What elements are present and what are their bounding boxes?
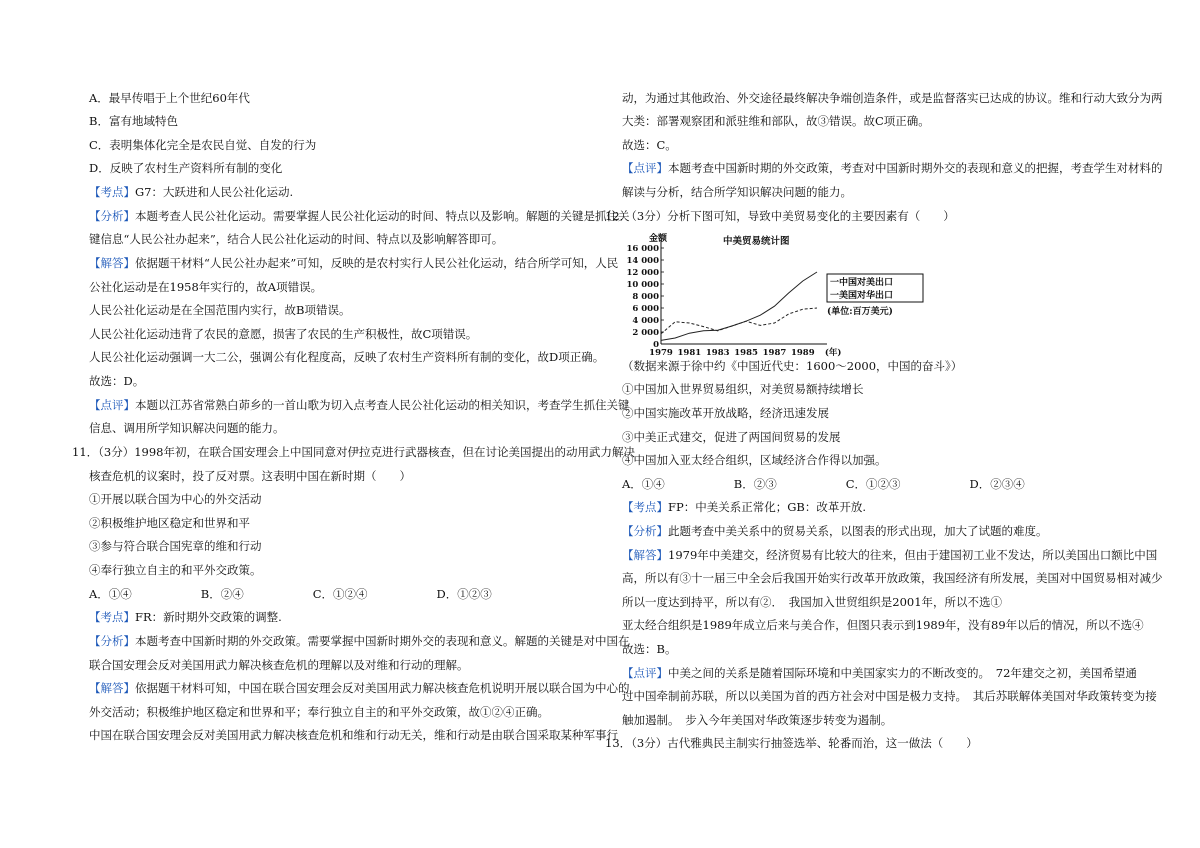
text-line: [89, 397, 630, 413]
text-line: [89, 208, 630, 224]
text-line: [622, 665, 1137, 681]
text-line: [89, 90, 250, 106]
section-tag: 【点评】: [622, 666, 668, 680]
line-text: A．①④ B．②④ C．①②④ D．①②③: [89, 587, 492, 601]
legend-item: 一中国对美出口: [830, 278, 894, 288]
line-text: 键信息“人民公社办起来”，结合人民公社化运动的时间、特点以及影响解答即可。: [89, 232, 504, 246]
line-text: 人民公社化运动强调一大二公，强调公有化程度高，反映了农村生产资料所有制的变化，故D项正确。: [89, 350, 605, 364]
line-text: ③中美正式建交，促进了两国间贸易的发展: [622, 430, 841, 444]
section-tag: 【分析】: [89, 634, 135, 648]
text-line: [622, 358, 962, 374]
section-tag: 【点评】: [89, 398, 135, 412]
line-text: ②中国实施改革开放战略，经济迅速发展: [622, 406, 829, 420]
line-text: 公社化运动是在1958年实行的，故A项错误。: [89, 280, 323, 294]
line-text: FP：中美关系正常化；GB：改革开放.: [668, 500, 867, 514]
line-text: 此题考查中美关系中的贸易关系，以图表的形式出现，加大了试题的难度。: [668, 524, 1048, 538]
line-text: 人民公社化运动是在全国范围内实行，故B项错误。: [89, 303, 351, 317]
line-text: 本题考查中国新时期的外交政策，考查对中国新时期外交的表现和意义的把握，考查学生对材料的: [668, 161, 1163, 175]
text-line: [89, 160, 282, 176]
text-line: [89, 279, 322, 295]
line-text: 动，为通过其他政治、外交途径最终解决争端创造条件，或是监督落实已达成的协议。维和行动大致分为两: [622, 91, 1163, 105]
text-line: [622, 594, 1002, 610]
x-tick-label: 1989: [790, 348, 815, 358]
line-text: ②积极维护地区稳定和世界和平: [89, 516, 250, 530]
line-text: 依据题干材料可知，中国在联合国安理会反对美国用武力解决核查危机说明开展以联合国为中心的: [135, 681, 630, 695]
line-text: ①开展以联合国为中心的外交活动: [89, 492, 262, 506]
unit-note: (单位:百万美元): [827, 307, 893, 317]
line-text: 故选：C。: [622, 138, 677, 152]
text-line: [89, 184, 293, 200]
x-tick-label: 1981: [677, 348, 702, 358]
series-line-1: [661, 308, 817, 334]
line-text: ④中国加入亚太经合组织，区域经济合作得以加强。: [622, 453, 887, 467]
trade-chart: [626, 232, 929, 360]
text-line: [622, 113, 930, 129]
y-tick-label: 14 000: [626, 256, 659, 266]
y-tick-label: 0: [653, 340, 659, 350]
x-tick-label: 1985: [734, 348, 758, 358]
line-text: 过中国牵制前苏联，所以以美国为首的西方社会对中国是极力支持。 其后苏联解体美国对华政策转变为接: [622, 689, 1157, 703]
x-tick-label: 1987: [762, 348, 787, 358]
line-text: 中美之间的关系是随着国际环境和中美国家实力的不断改变的。 72年建交之初，美国希望通: [668, 666, 1137, 680]
text-line: [72, 444, 635, 460]
line-text: 大类：部署观察团和派驻维和部队，故③错误。故C项正确。: [622, 114, 930, 128]
text-line: [89, 586, 492, 602]
text-line: [89, 137, 316, 153]
line-text: 故选：B。: [622, 642, 677, 656]
text-line: [622, 429, 841, 445]
section-tag: 【解答】: [622, 548, 668, 562]
text-line: [89, 680, 630, 696]
text-line: [89, 704, 549, 720]
text-line: [89, 633, 630, 649]
section-tag: 【考点】: [89, 185, 135, 199]
text-line: [622, 523, 1048, 539]
line-text: 高，所以有③十一届三中全会后我国开始实行改革开放政策，我国经济有所发展，美国对中国贸易相对减少: [622, 571, 1163, 585]
text-line: [622, 712, 892, 728]
y-tick-label: 10 000: [626, 280, 659, 290]
line-text: 外交活动；积极维护地区稳定和世界和平；奉行独立自主的和平外交政策，故①②④正确。: [89, 705, 549, 719]
y-tick-label: 2 000: [632, 328, 659, 338]
line-text: ①中国加入世界贸易组织，对美贸易额持续增长: [622, 382, 864, 396]
line-text: 亚太经合组织是1989年成立后来与美合作，但图只表示到1989年，没有89年以后的情况，所以不选④: [622, 618, 1144, 632]
text-line: [622, 184, 852, 200]
legend-item: 一美国对华出口: [830, 291, 894, 301]
line-text: 核查危机的议案时，投了反对票。这表明中国在新时期（ ）: [89, 469, 411, 483]
text-line: [89, 326, 477, 342]
text-line: [89, 468, 411, 484]
section-tag: 【解答】: [89, 256, 135, 270]
text-line: [89, 420, 285, 436]
line-text: 联合国安理会反对美国用武力解决核查危机的理解以及对维和行动的理解。: [89, 658, 469, 672]
x-tick-label: 1983: [705, 348, 730, 358]
section-tag: 【考点】: [89, 610, 135, 624]
line-text: B．富有地域特色: [89, 114, 178, 128]
text-line: [89, 349, 604, 365]
section-tag: 【考点】: [622, 500, 668, 514]
line-text: 依据题干材料“人民公社办起来”可知，反映的是农村实行人民公社化运动，结合所学可知，人民: [135, 256, 619, 270]
line-text: FR：新时期外交政策的调整.: [135, 610, 282, 624]
line-text: 中国在联合国安理会反对美国用武力解决核查危机和维和行动无关，维和行动是由联合国采取某种军事行: [89, 728, 618, 742]
series-line-0: [661, 272, 817, 340]
text-line: [89, 657, 469, 673]
text-line: [622, 570, 1163, 586]
line-text: ③参与符合联合国宪章的维和行动: [89, 539, 262, 553]
y-tick-label: 12 000: [626, 268, 659, 278]
line-text: 所以一度达到持平，所以有②． 我国加入世贸组织是2001年，所以不选①: [622, 595, 1003, 609]
text-line: [622, 452, 887, 468]
text-line: [89, 231, 503, 247]
line-text: D．反映了农村生产资料所有制的变化: [89, 161, 283, 175]
line-text: G7：大跃进和人民公社化运动.: [135, 185, 294, 199]
text-line: [622, 499, 866, 515]
x-tick-label: 1979: [649, 348, 673, 358]
text-line: [622, 641, 676, 657]
text-line: [622, 547, 1157, 563]
line-text: 11．（3分）1998年初，在联合国安理会上中国同意对伊拉克进行武器核查，但在讨论美国提出的动用武力解决: [72, 445, 635, 459]
line-text: 人民公社化运动违背了农民的意愿，损害了农民的生产积极性，故C项错误。: [89, 327, 478, 341]
y-tick-label: 6 000: [632, 304, 659, 314]
section-tag: 【分析】: [89, 209, 135, 223]
text-line: [605, 735, 978, 751]
line-text: 13．（3分）古代雅典民主制实行抽签选举、轮番而治，这一做法（ ）: [605, 736, 978, 750]
y-tick-label: 8 000: [632, 292, 659, 302]
line-text: 本题考查人民公社化运动。需要掌握人民公社化运动的时间、特点以及影响。解题的关键是抓住关: [135, 209, 630, 223]
text-line: [89, 515, 250, 531]
line-text: C．表明集体化完全是农民自觉、自发的行为: [89, 138, 317, 152]
line-text: 本题以江苏省常熟白茆乡的一首山歌为切入点考查人民公社化运动的相关知识，考查学生抓住关键: [135, 398, 630, 412]
text-line: [89, 302, 350, 318]
line-text: 信息、调用所学知识解决问题的能力。: [89, 421, 285, 435]
y-axis-label: 金额: [649, 234, 668, 244]
text-line: [89, 727, 618, 743]
text-line: [89, 255, 618, 271]
text-line: [622, 688, 1157, 704]
chart-title: 中美贸易统计图: [723, 236, 790, 247]
line-text: A．最早传唱于上个世纪60年代: [89, 91, 250, 105]
line-text: 1979年中美建交，经济贸易有比较大的往来，但由于建国初工业不发达，所以美国出口额比中国: [668, 548, 1158, 562]
text-line: [89, 373, 144, 389]
text-line: [622, 476, 1025, 492]
line-text: 触加遏制。 步入今年美国对华政策逐步转变为遏制。: [622, 713, 893, 727]
section-tag: 【分析】: [622, 524, 668, 538]
line-text: 12．（3分）分析下图可知，导致中美贸易变化的主要因素有（ ）: [605, 209, 955, 223]
text-line: [89, 562, 262, 578]
line-text: A．①④ B．②③ C．①②③ D．②③④: [622, 477, 1025, 491]
line-text: 本题考查中国新时期的外交政策。需要掌握中国新时期外交的表现和意义。解题的关键是对中国在: [135, 634, 630, 648]
text-line: [89, 538, 262, 554]
x-axis-suffix: (年): [824, 348, 842, 358]
line-text: 故选：D。: [89, 374, 145, 388]
section-tag: 【解答】: [89, 681, 135, 695]
y-tick-label: 4 000: [632, 316, 659, 326]
text-line: [89, 113, 178, 129]
text-line: [622, 405, 829, 421]
section-tag: 【点评】: [622, 161, 668, 175]
text-line: [622, 137, 677, 153]
line-text: ④奉行独立自主的和平外交政策。: [89, 563, 262, 577]
text-line: [622, 160, 1163, 176]
line-text: 解读与分析，结合所学知识解决问题的能力。: [622, 185, 852, 199]
text-line: [89, 609, 282, 625]
text-line: [89, 491, 262, 507]
text-line: [622, 381, 864, 397]
y-tick-label: 16 000: [626, 244, 659, 254]
text-line: [622, 617, 1144, 633]
line-text: （数据来源于徐中约《中国近代史：1600～2000，中国的奋斗》）: [622, 359, 963, 373]
text-line: [622, 90, 1163, 106]
text-line: [605, 208, 955, 224]
